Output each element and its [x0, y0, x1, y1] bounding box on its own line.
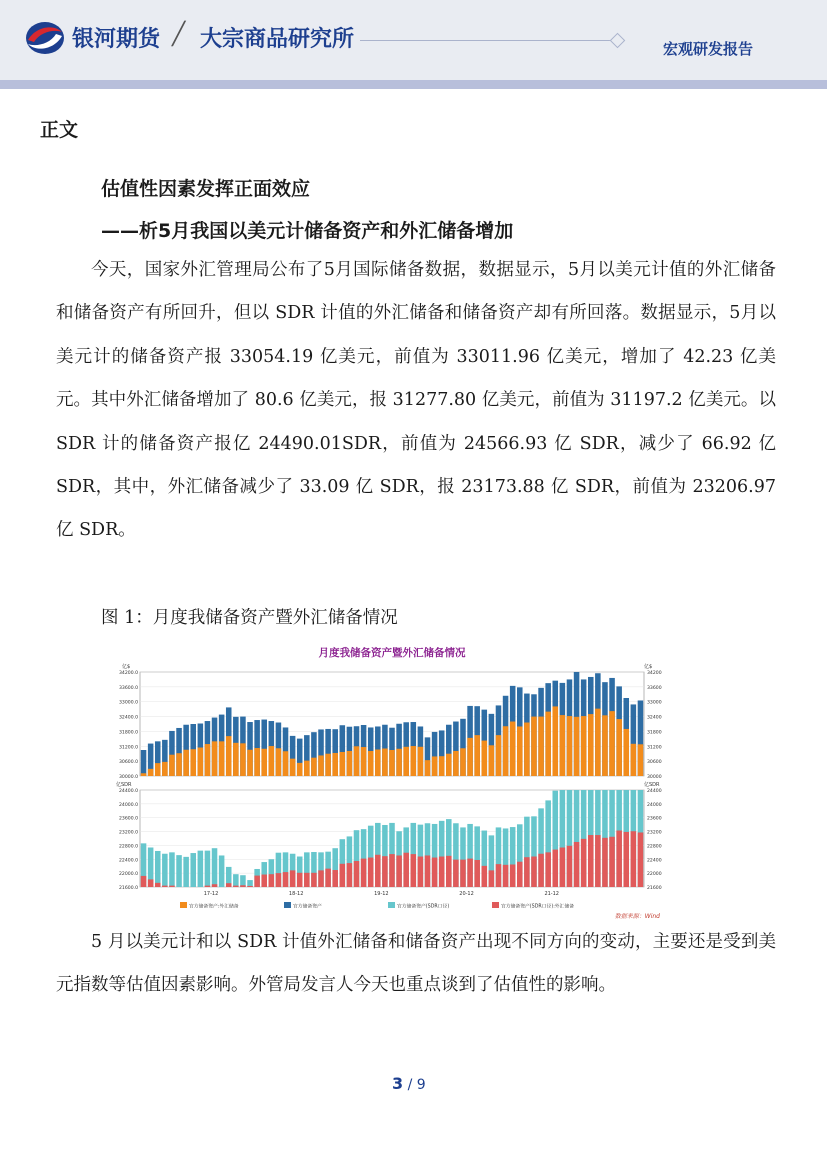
bar-usd-0	[198, 748, 204, 776]
bar-sdr-0	[233, 874, 239, 887]
y-tick-label-right: 34200	[647, 671, 662, 676]
bar-usd-0	[162, 762, 168, 776]
bar-usd-0	[361, 747, 367, 776]
bar-usd-0	[503, 726, 509, 776]
bar-sdr-1	[155, 883, 161, 887]
y-tick-label-left: 22400.0	[119, 858, 138, 864]
legend-swatch	[180, 902, 187, 908]
y-tick-label-right: 33600	[647, 685, 662, 691]
legend-label: 官方储备资产	[293, 904, 322, 910]
bar-sdr-0	[240, 875, 246, 887]
bar-sdr-1	[325, 869, 331, 887]
x-tick-label: 17-12	[203, 891, 219, 897]
y-tick-label-right: 21600	[647, 886, 662, 891]
bar-sdr-0	[169, 852, 175, 887]
bar-sdr-1	[396, 855, 402, 887]
y-tick-label-left: 22000.0	[119, 872, 138, 878]
page-separator: /	[403, 1077, 417, 1093]
bar-sdr-1	[517, 862, 523, 887]
bar-usd-0	[446, 754, 452, 776]
page-total: 9	[416, 1077, 426, 1093]
bar-sdr-1	[524, 857, 530, 887]
bar-sdr-1	[595, 835, 601, 887]
bar-usd-0	[460, 748, 466, 776]
bar-sdr-1	[631, 831, 637, 887]
bar-usd-0	[254, 748, 260, 776]
bar-sdr-1	[247, 886, 253, 887]
bar-usd-0	[496, 735, 502, 776]
bar-usd-0	[205, 744, 211, 776]
bar-sdr-1	[269, 874, 275, 887]
report-type: 宏观研发报告	[662, 40, 753, 58]
legend-label: 官方储备资产(SDR口径)	[397, 904, 450, 910]
bar-usd-0	[552, 706, 558, 776]
body-paragraph: 5 月以美元计和以 SDR 计值外汇储备和储备资产出现不同方向的变动，主要还是受到美元指数等估值因素影响。外管局发言人今天也重点谈到了估值性的影响。	[56, 932, 776, 996]
page-header	[0, 0, 827, 80]
bar-sdr-1	[368, 858, 374, 887]
bar-sdr-1	[205, 886, 211, 887]
bar-usd-0	[609, 711, 615, 776]
chart-title: 月度我储备资产暨外汇储备情况	[318, 647, 466, 659]
bar-sdr-0	[198, 851, 204, 887]
bar-sdr-1	[148, 879, 154, 887]
unit-label-left-top: 亿$	[122, 664, 131, 670]
y-tick-label-right: 22800	[647, 844, 662, 850]
bar-usd-0	[141, 773, 147, 776]
legend-swatch	[388, 902, 395, 908]
bar-sdr-0	[155, 851, 161, 887]
bar-sdr-1	[489, 870, 495, 887]
bar-usd-0	[524, 723, 530, 776]
reserves-chart	[112, 636, 672, 924]
bar-usd-0	[226, 736, 232, 776]
y-tick-label-right: 23600	[647, 816, 662, 822]
y-tick-label-left: 30000.0	[119, 775, 138, 780]
bar-sdr-1	[418, 857, 424, 887]
bar-sdr-1	[531, 857, 537, 887]
bar-usd-0	[176, 753, 182, 776]
bar-sdr-1	[460, 860, 466, 887]
y-tick-label-left: 23600.0	[119, 816, 138, 822]
y-tick-label-left: 21600.0	[119, 886, 138, 891]
bar-usd-0	[567, 716, 573, 776]
bar-usd-0	[418, 747, 424, 776]
bar-sdr-1	[609, 837, 615, 887]
bar-usd-0	[602, 715, 608, 776]
bar-sdr-1	[552, 850, 558, 887]
bar-sdr-1	[588, 835, 594, 887]
bar-sdr-0	[176, 855, 182, 887]
bar-sdr-1	[439, 857, 445, 887]
y-tick-label-right: 30600	[647, 760, 662, 766]
bar-sdr-1	[616, 831, 622, 887]
bar-usd-0	[354, 746, 360, 776]
y-tick-label-left: 31800.0	[119, 730, 138, 736]
bar-sdr-1	[560, 848, 566, 887]
bar-sdr-1	[254, 876, 260, 887]
bar-sdr-1	[567, 846, 573, 887]
bar-usd-0	[638, 744, 644, 776]
y-tick-label-left: 33600.0	[119, 685, 138, 691]
brand-name: 银河期货	[72, 27, 161, 52]
page-number	[392, 1074, 426, 1093]
bar-sdr-1	[226, 883, 232, 887]
bar-usd-0	[340, 752, 346, 776]
bar-sdr-1	[332, 870, 338, 887]
bar-sdr-1	[382, 856, 388, 887]
bar-sdr-1	[240, 885, 246, 887]
bar-sdr-1	[375, 855, 381, 887]
y-tick-label-left: 24400.0	[119, 789, 138, 794]
y-tick-label-right: 23200	[647, 830, 662, 836]
x-tick-label: 20-12	[459, 891, 474, 897]
bar-sdr-1	[162, 886, 168, 887]
bar-usd-0	[347, 751, 353, 776]
x-tick-label: 18-12	[288, 891, 304, 897]
bar-usd-0	[588, 714, 594, 776]
bar-usd-0	[545, 712, 551, 776]
bar-sdr-1	[602, 838, 608, 887]
y-tick-label-left: 24000.0	[119, 802, 138, 808]
y-tick-label-right: 30000	[647, 775, 662, 780]
bar-usd-0	[623, 729, 629, 776]
bar-sdr-0	[205, 851, 211, 887]
unit-label-right-top: 亿$	[644, 664, 653, 670]
bar-sdr-1	[354, 861, 360, 887]
bar-usd-0	[631, 744, 637, 776]
bar-sdr-1	[283, 872, 289, 887]
bar-sdr-0	[219, 855, 225, 887]
article-subtitle: ——析5月我国以美元计储备资产和外汇储备增加	[101, 220, 514, 242]
bar-usd-0	[325, 754, 331, 776]
bar-sdr-1	[318, 870, 324, 887]
bar-usd-0	[297, 763, 303, 776]
bar-sdr-1	[510, 864, 516, 887]
bar-usd-0	[261, 749, 267, 776]
y-tick-label-right: 24400	[647, 789, 662, 794]
bar-usd-0	[332, 753, 338, 776]
bar-sdr-1	[425, 855, 431, 887]
bar-usd-0	[510, 722, 516, 776]
bar-usd-0	[560, 715, 566, 776]
bar-usd-0	[155, 763, 161, 776]
legend-swatch	[284, 902, 291, 908]
y-tick-label-right: 32400	[647, 715, 662, 721]
bar-usd-0	[276, 748, 282, 776]
bar-sdr-1	[453, 860, 459, 887]
bar-usd-1	[141, 750, 147, 776]
bar-sdr-1	[432, 858, 438, 887]
bar-sdr-1	[389, 854, 395, 887]
bar-sdr-1	[304, 873, 310, 887]
y-tick-label-left: 32400.0	[119, 715, 138, 721]
diamond-icon	[610, 33, 626, 49]
bar-usd-0	[425, 760, 431, 776]
bar-sdr-0	[212, 848, 218, 887]
bar-sdr-0	[247, 880, 253, 887]
bar-sdr-1	[311, 873, 317, 887]
bar-usd-0	[233, 743, 239, 776]
bar-usd-0	[219, 741, 225, 776]
legend-swatch	[492, 902, 499, 908]
y-tick-label-left: 33000.0	[119, 700, 138, 706]
bar-usd-0	[190, 749, 196, 776]
bar-usd-0	[467, 738, 473, 776]
chart-source: 数据来源：Wind	[614, 913, 660, 920]
y-tick-label-left: 34200.0	[119, 671, 138, 676]
bar-sdr-0	[183, 857, 189, 887]
header-rule	[360, 40, 614, 41]
bar-sdr-1	[623, 832, 629, 887]
bar-usd-0	[183, 750, 189, 776]
bar-sdr-1	[169, 886, 175, 887]
y-tick-label-left: 23200.0	[119, 830, 138, 836]
figure-caption: 图 1：月度我储备资产暨外汇储备情况	[101, 608, 398, 628]
unit-label-right-bottom: 亿SDR	[644, 782, 660, 788]
x-tick-label: 21-12	[544, 891, 559, 897]
bar-usd-0	[574, 717, 580, 776]
bar-usd-0	[212, 741, 218, 776]
bar-sdr-1	[446, 856, 452, 887]
bar-usd-0	[482, 741, 488, 776]
bar-usd-0	[531, 717, 537, 776]
bar-sdr-1	[467, 859, 473, 887]
bar-usd-0	[269, 746, 275, 776]
bar-sdr-1	[361, 859, 367, 887]
y-tick-label-right: 31800	[647, 730, 662, 736]
y-tick-label-left: 22800.0	[119, 844, 138, 850]
bar-usd-0	[382, 749, 388, 776]
bar-sdr-1	[538, 854, 544, 887]
bar-sdr-1	[574, 842, 580, 887]
bar-usd-0	[595, 709, 601, 776]
bar-sdr-1	[496, 864, 502, 887]
y-tick-label-right: 31200	[647, 745, 662, 751]
bar-sdr-1	[545, 852, 551, 887]
bar-usd-0	[311, 758, 317, 776]
bar-sdr-1	[638, 832, 644, 887]
bar-sdr-1	[503, 865, 509, 887]
bar-usd-0	[432, 756, 438, 776]
bar-sdr-1	[141, 876, 147, 887]
bar-usd-0	[304, 761, 310, 776]
bar-usd-0	[581, 716, 587, 776]
bar-sdr-0	[162, 854, 168, 887]
bar-sdr-1	[482, 866, 488, 887]
bar-sdr-1	[340, 864, 346, 887]
bar-sdr-0	[190, 853, 196, 887]
bar-usd-0	[283, 751, 289, 776]
legend-label: 官方储备资产:外汇储备	[189, 904, 239, 910]
bar-usd-0	[474, 735, 480, 776]
bar-usd-0	[411, 746, 417, 776]
bar-usd-0	[403, 747, 409, 776]
bar-usd-0	[453, 751, 459, 776]
body-paragraph: 今天，国家外汇管理局公布了5月国际储备数据，数据显示，5月以美元计值的外汇储备和储备资产有所回升，但以 SDR 计值的外汇储备和储备资产却有所回落。数据显示，5月以美元计的储备资产报 33054.19 亿美元，前值为 33011.96 亿美元，增加了 42.23 亿美元。其中外汇储备增加了 80.6 亿美元，报 31277.80 亿美元，前值为 31197.2 亿美元。以 SDR 计的储备资产报亿 24490.01SDR，前值为 24566.93 亿 SDR，减少了 66.92 亿 SDR，其中，外汇储备减少了 33.09 亿 SDR，报 23173.88 亿 SDR，前值为 23206.97 亿 SDR。	[56, 260, 776, 541]
bar-usd-0	[396, 749, 402, 776]
bar-sdr-1	[261, 875, 267, 887]
page-current: 3	[392, 1074, 404, 1093]
bar-sdr-1	[297, 873, 303, 887]
bar-usd-0	[318, 755, 324, 776]
bar-usd-0	[148, 769, 154, 776]
institute-name: 大宗商品研究所	[200, 27, 355, 52]
section-label: 正文	[40, 119, 79, 141]
bar-usd-0	[247, 750, 253, 776]
header-separator: ╱	[172, 22, 186, 47]
y-tick-label-right: 22000	[647, 872, 662, 878]
bar-usd-0	[169, 755, 175, 776]
bar-usd-0	[517, 726, 523, 776]
bar-usd-0	[616, 719, 622, 776]
bar-sdr-1	[212, 884, 218, 887]
y-tick-label-left: 31200.0	[119, 745, 138, 751]
bar-sdr-1	[474, 860, 480, 887]
bar-usd-0	[439, 756, 445, 776]
y-tick-label-right: 22400	[647, 858, 662, 864]
y-tick-label-left: 30600.0	[119, 760, 138, 766]
bar-sdr-1	[233, 886, 239, 887]
bar-usd-0	[290, 759, 296, 776]
y-tick-label-right: 24000	[647, 802, 662, 808]
bar-sdr-1	[411, 854, 417, 887]
legend-label: 官方储备资产(SDR口径):外汇储备	[501, 904, 574, 910]
y-tick-label-right: 33000	[647, 700, 662, 706]
bar-usd-0	[368, 751, 374, 776]
unit-label-left-bottom: 亿SDR	[116, 782, 132, 788]
bar-sdr-1	[276, 873, 282, 887]
x-tick-label: 19-12	[374, 891, 389, 897]
galaxy-futures-logo-icon	[24, 20, 66, 56]
bar-sdr-1	[581, 839, 587, 887]
article-title: 估值性因素发挥正面效应	[101, 178, 311, 200]
bar-sdr-1	[347, 863, 353, 887]
bar-sdr-1	[403, 853, 409, 887]
bar-sdr-1	[290, 870, 296, 887]
bar-usd-0	[240, 743, 246, 776]
header-stripe	[0, 80, 827, 89]
bar-usd-0	[375, 750, 381, 776]
bar-usd-0	[389, 750, 395, 776]
bar-usd-0	[489, 745, 495, 776]
bar-usd-0	[538, 717, 544, 776]
